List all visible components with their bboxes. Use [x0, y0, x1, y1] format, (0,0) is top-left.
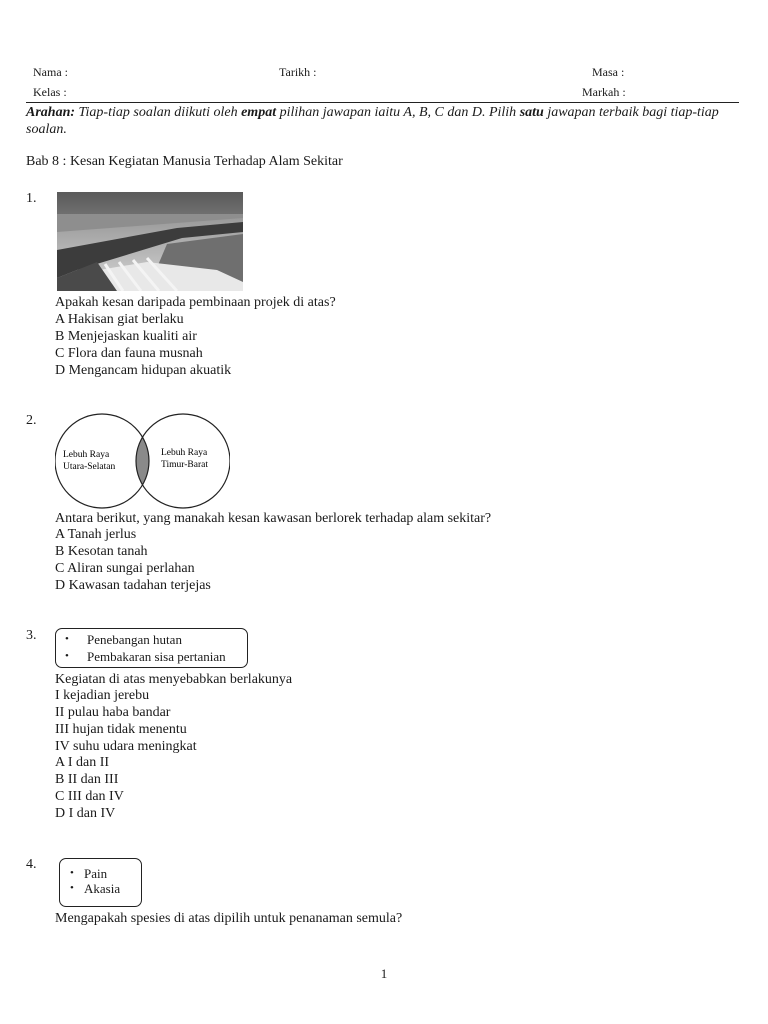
chapter-title: Bab 8 : Kesan Kegiatan Manusia Terhadap Alam Sekitar — [26, 154, 343, 169]
bullet-icon: • — [70, 867, 74, 879]
page-number: 1 — [380, 966, 388, 981]
question-1-option-b[interactable]: B Menjejaskan kualiti air — [55, 329, 197, 344]
question-3-option-a[interactable]: A I dan II — [55, 755, 110, 770]
instructions-text-2: pilihan jawapan iaitu A, B, C dan D. Pilih — [276, 105, 520, 120]
instructions-bold-1: empat — [241, 105, 277, 120]
venn-left-label-2: Utara-Selatan — [63, 462, 116, 472]
bullet-icon: • — [65, 650, 69, 662]
instructions-text-1: Tiap-tiap soalan diikuti oleh — [75, 105, 242, 120]
question-2-option-b[interactable]: B Kesotan tanah — [55, 544, 148, 559]
question-3-box-item-2: Pembakaran sisa pertanian — [87, 649, 226, 664]
markah-label: Markah : — [582, 85, 626, 99]
question-2-option-d[interactable]: D Kawasan tadahan terjejas — [55, 578, 211, 593]
question-3-number: 3. — [26, 628, 37, 643]
question-1-number: 1. — [26, 191, 37, 206]
question-2-number: 2. — [26, 413, 37, 428]
question-3-statement-3: III hujan tidak menentu — [55, 722, 187, 737]
instructions-label: Arahan: — [26, 105, 76, 120]
question-4-text: Mengapakah spesies di atas dipilih untuk penanaman semula? — [55, 911, 403, 926]
bullet-icon: • — [70, 882, 74, 894]
question-4-number: 4. — [26, 857, 37, 872]
question-3-text: Kegiatan di atas menyebabkan berlakunya — [55, 672, 293, 687]
venn-circle-left — [55, 414, 149, 508]
question-2-option-a[interactable]: A Tanah jerlus — [55, 527, 137, 542]
question-1-option-a[interactable]: A Hakisan giat berlaku — [55, 312, 184, 327]
question-3-option-c[interactable]: C III dan IV — [55, 789, 124, 804]
kelas-label: Kelas : — [33, 85, 67, 99]
question-3-box — [55, 628, 248, 668]
instructions-bold-2: satu — [519, 105, 544, 120]
instructions-text-3: jawapan terbaik bagi tiap-tiap soalan. — [26, 105, 719, 137]
question-1-text: Apakah kesan daripada pembinaan projek di atas? — [55, 295, 336, 310]
dam-photo — [57, 192, 243, 291]
question-2-option-c[interactable]: C Aliran sungai perlahan — [55, 561, 195, 576]
nama-label: Nama : — [33, 65, 68, 79]
question-4-box-item-1: Pain — [84, 866, 108, 881]
venn-left-label-1: Lebuh Raya — [63, 450, 110, 460]
tarikh-label: Tarikh : — [279, 65, 317, 79]
question-3-option-b[interactable]: B II dan III — [55, 772, 119, 787]
venn-diagram — [55, 411, 230, 511]
masa-label: Masa : — [592, 65, 625, 79]
question-3-statement-1: I kejadian jerebu — [55, 688, 150, 703]
question-2-text: Antara berikut, yang manakah kesan kawasan berlorek terhadap alam sekitar? — [55, 511, 492, 526]
question-3-statement-2: II pulau haba bandar — [55, 705, 171, 720]
question-1-option-d[interactable]: D Mengancam hidupan akuatik — [55, 363, 232, 378]
instructions — [26, 104, 742, 138]
question-4-box — [59, 858, 142, 907]
venn-right-label-1: Lebuh Raya — [161, 448, 208, 458]
question-1-option-c[interactable]: C Flora dan fauna musnah — [55, 346, 203, 361]
bullet-icon: • — [65, 633, 69, 645]
question-4-box-item-2: Akasia — [84, 881, 121, 896]
question-3-statement-4: IV suhu udara meningkat — [55, 739, 197, 754]
question-3-box-item-1: Penebangan hutan — [87, 632, 182, 647]
header-divider — [26, 102, 739, 103]
venn-right-label-2: Timur-Barat — [161, 460, 208, 470]
question-3-option-d[interactable]: D I dan IV — [55, 806, 116, 821]
